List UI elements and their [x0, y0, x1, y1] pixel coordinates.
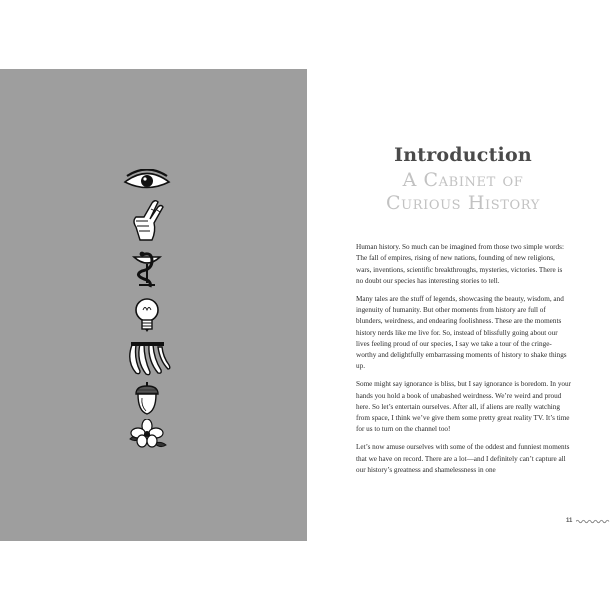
body-text — [356, 242, 571, 483]
paragraph: Some might say ignorance is bliss, but I say ignorance is boredom. In your hands you hold a book of unabashed weirdness. We’re weird and proud here. So let’s entertain ourselves. After all, if aliens are really watching from space, I think we’ve give them some pretty great reality TV. It’s time for us to turn on the channel too! — [356, 380, 571, 434]
chapter-subtitle — [307, 169, 612, 215]
left-page — [0, 69, 307, 541]
bananas-icon — [122, 341, 172, 377]
subtitle-line: A Cabinet of — [402, 169, 524, 191]
flower-icon — [122, 419, 172, 449]
subtitle-line: Curious History — [386, 192, 540, 214]
eye-icon — [122, 169, 172, 191]
paragraph: Let’s now amuse ourselves with some of the oddest and funniest moments that we have on record. There are a lot—and I definitely can’t capture all our history’s greatness and shamelessness in one — [356, 443, 570, 474]
crossed-fingers-icon — [122, 197, 172, 241]
right-page — [307, 69, 612, 541]
chapter-heading: Introduction — [394, 144, 532, 166]
snake-cup-icon — [122, 249, 172, 289]
acorn-icon — [122, 381, 172, 415]
page-number: 11 — [566, 518, 573, 524]
book-spread — [0, 69, 612, 541]
paragraph: Human history. So much can be imagined from those two simple words: The fall of empires, rising of new nations, founding of new religions, wars, inventions, scientific breakthroughs, mysteries, victories. There is no doubt our species has interesting stories to tell. — [356, 243, 564, 285]
light-bulb-icon — [122, 297, 172, 333]
icon-column — [122, 169, 172, 449]
folio-ornament — [576, 519, 610, 524]
paragraph: Many tales are the stuff of legends, showcasing the beauty, wisdom, and ingenuity of humanity. But other moments from history are full of blunders, weirdness, and endearing foolishness. These are the moments history nerds like me live for. So, instead of blissfully going about our lives feeling proud of our species, I say we take a tour of the cringe-worthy and delightfully embarrassing moments of history to shake things up. — [356, 294, 567, 371]
